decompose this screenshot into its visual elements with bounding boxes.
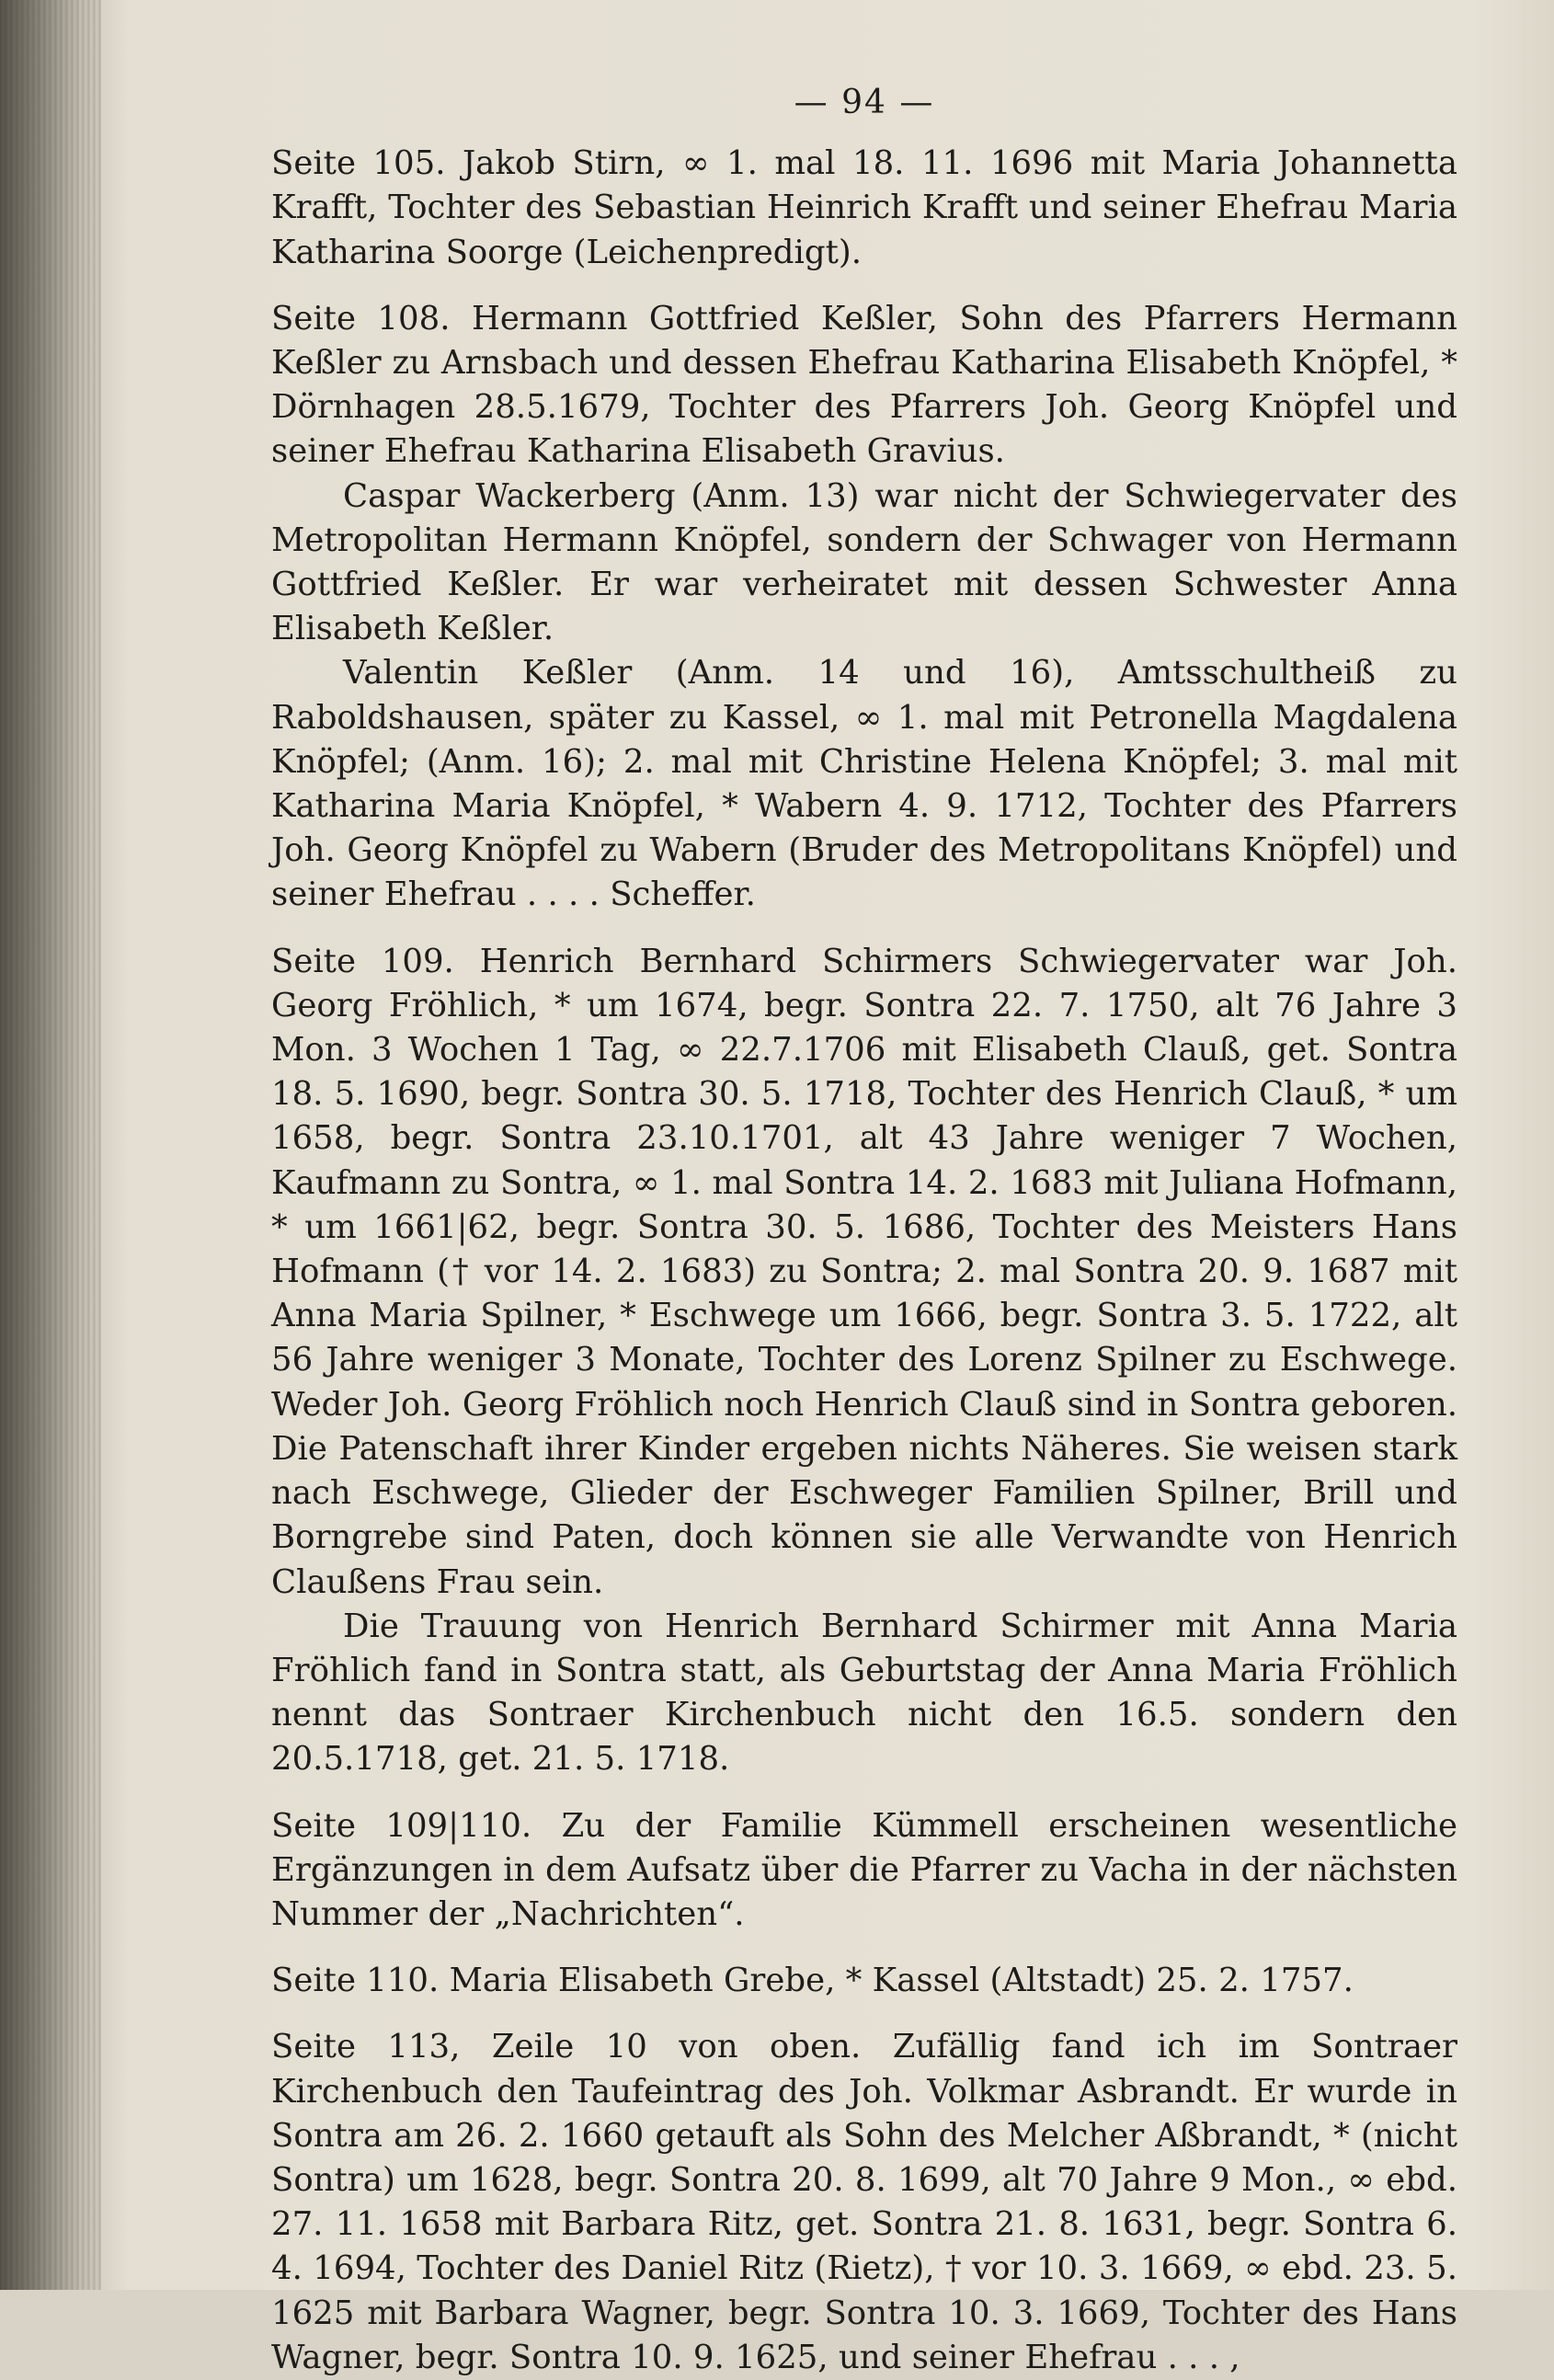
page-gutter-shadow <box>0 0 101 2290</box>
paragraph-seite-108: Seite 108. Hermann Gottfried Keßler, Sohn des Pfarrers Hermann Keßler zu Arnsbach und dessen Ehefrau Katharina Elisabeth Knöpfel, * Dörnhagen 28.5.1679, Tochter des Pfarrers Joh. Georg Knöpfel und seiner Ehefrau Katharina Elisabeth Gravius. <box>271 299 1457 471</box>
paragraph-valentin-kessler: Valentin Keßler (Anm. 14 und 16), Amtsschultheiß zu Raboldshausen, später zu Kassel, ∞ 1. mal mit Petronella Magdalena Knöpfel; (Anm. 16); 2. mal mit Christine Helena Knöpfel; 3. mal mit Katharina Maria Knöpfel, * Wabern 4. 9. 1712, Tochter des Pfarrers Joh. Georg Knöpfel zu Wabern (Bruder des Metropolitans Knöpfel) und seiner Ehefrau . . . . Scheffer. <box>271 654 1457 914</box>
page-number: — 94 — <box>794 84 935 121</box>
paragraph-seite-110: Seite 110. Maria Elisabeth Grebe, * Kassel (Altstadt) 25. 2. 1757. <box>271 1962 1354 2000</box>
paragraph-wackerberg: Caspar Wackerberg (Anm. 13) war nicht der Schwiegervater des Metropolitan Hermann Knöpfel, sondern der Schwager von Hermann Gottfried Keßler. Er war verheiratet mit dessen Schwester Anna Elisabeth Keßler. <box>271 476 1457 648</box>
paragraph-seite-109: Seite 109. Henrich Bernhard Schirmers Schwiegervater war Joh. Georg Fröhlich, * um 1674, begr. Sontra 22. 7. 1750, alt 76 Jahre 3 Mon. 3 Wochen 1 Tag, ∞ 22.7.1706 mit Elisabeth Clauß, get. Sontra 18. 5. 1690, begr. Sontra 30. 5. 1718, Tochter des Henrich Clauß, * um 1658, begr. Sontra 23.10.1701, alt 43 Jahre weniger 7 Wochen, Kaufmann zu Sontra, ∞ 1. mal Sontra 14. 2. 1683 mit Juliana Hofmann, * um 1661|62, begr. Sontra 30. 5. 1686, Tochter des Meisters Hans Hofmann († vor 14. 2. 1683) zu Sontra; 2. mal Sontra 20. 9. 1687 mit Anna Maria Spilner, * Eschwege um 1666, begr. Sontra 3. 5. 1722, alt 56 Jahre weniger 3 Monate, Tochter des Lorenz Spilner zu Eschwege. Weder Joh. Georg Fröhlich noch Henrich Clauß sind in Sontra geboren. Die Patenschaft ihrer Kinder ergeben nichts Näheres. Sie weisen stark nach Eschwege, Glieder der Eschweger Familien Spilner, Brill und Borngrebe sind Paten, doch können sie alle Verwandte von Henrich Claußens Frau sein. <box>271 942 1457 1601</box>
paragraph-seite-109-110: Seite 109|110. Zu der Familie Kümmell erscheinen wesentliche Ergänzungen in dem Aufsatz über die Pfarrer zu Vacha in der nächsten Nummer der „Nachrichten“. <box>271 1806 1457 1933</box>
text-column <box>271 81 1457 2380</box>
paragraph-trauung: Die Trauung von Henrich Bernhard Schirmer mit Anna Maria Fröhlich fand in Sontra statt, als Geburtstag der Anna Maria Fröhlich nennt das Sontraer Kirchenbuch nicht den 16.5. sondern den 20.5.1718, get. 21. 5. 1718. <box>271 1607 1457 1779</box>
paragraph-seite-105: Seite 105. Jakob Stirn, ∞ 1. mal 18. 11. 1696 mit Maria Johannetta Krafft, Tochter des Sebastian Heinrich Krafft und seiner Ehefrau Maria Katharina Soorge (Leichenpredigt). <box>271 144 1457 271</box>
paragraph-seite-113: Seite 113, Zeile 10 von oben. Zufällig fand ich im Sontraer Kirchenbuch den Taufeintrag des Joh. Volkmar Asbrandt. Er wurde in Sontra am 26. 2. 1660 getauft als Sohn des Melcher Aßbrandt, * (nicht Sontra) um 1628, begr. Sontra 20. 8. 1699, alt 70 Jahre 9 Mon., ∞ ebd. 27. 11. 1658 mit Barbara Ritz, get. Sontra 21. 8. 1631, begr. Sontra 6. 4. 1694, Tochter des Daniel Ritz (Rietz), † vor 10. 3. 1669, ∞ ebd. 23. 5. 1625 mit Barbara Wagner, begr. Sontra 10. 3. 1669, Tochter des Hans Wagner, begr. Sontra 10. 9. 1625, und seiner Ehefrau . . . , <box>271 2028 1457 2376</box>
